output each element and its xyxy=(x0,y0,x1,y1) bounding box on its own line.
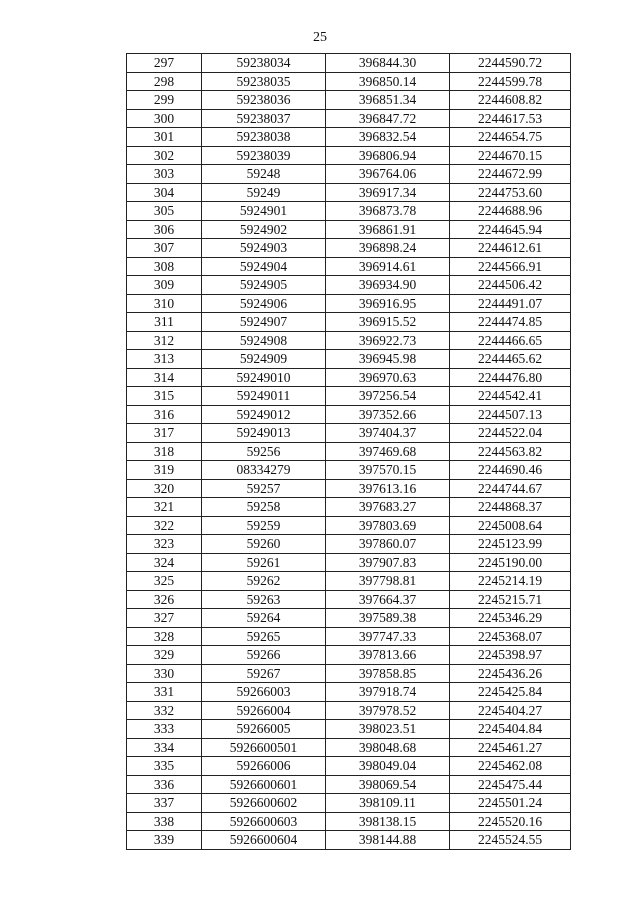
table-row xyxy=(127,535,571,554)
point-number-cell: 326 xyxy=(127,590,202,609)
x-coordinate-cell: 396916.95 xyxy=(326,294,450,313)
x-coordinate-cell: 397683.27 xyxy=(326,498,450,517)
table-row xyxy=(127,54,571,73)
point-number-cell: 306 xyxy=(127,220,202,239)
point-code-cell: 5924904 xyxy=(202,257,326,276)
point-number-cell: 321 xyxy=(127,498,202,517)
y-coordinate-cell: 2245404.27 xyxy=(450,701,571,720)
table-row xyxy=(127,183,571,202)
table-row xyxy=(127,91,571,110)
x-coordinate-cell: 397813.66 xyxy=(326,646,450,665)
x-coordinate-cell: 398049.04 xyxy=(326,757,450,776)
point-code-cell: 59249013 xyxy=(202,424,326,443)
table-row xyxy=(127,276,571,295)
table-row xyxy=(127,812,571,831)
x-coordinate-cell: 396914.61 xyxy=(326,257,450,276)
x-coordinate-cell: 396832.54 xyxy=(326,128,450,147)
point-number-cell: 300 xyxy=(127,109,202,128)
point-number-cell: 323 xyxy=(127,535,202,554)
table-row xyxy=(127,720,571,739)
point-number-cell: 313 xyxy=(127,350,202,369)
y-coordinate-cell: 2245123.99 xyxy=(450,535,571,554)
y-coordinate-cell: 2244506.42 xyxy=(450,276,571,295)
y-coordinate-cell: 2244507.13 xyxy=(450,405,571,424)
y-coordinate-cell: 2244542.41 xyxy=(450,387,571,406)
y-coordinate-cell: 2245436.26 xyxy=(450,664,571,683)
point-number-cell: 338 xyxy=(127,812,202,831)
table-row xyxy=(127,387,571,406)
x-coordinate-cell: 396847.72 xyxy=(326,109,450,128)
point-number-cell: 334 xyxy=(127,738,202,757)
point-code-cell: 59260 xyxy=(202,535,326,554)
y-coordinate-cell: 2245190.00 xyxy=(450,553,571,572)
table-row xyxy=(127,646,571,665)
table-row xyxy=(127,109,571,128)
x-coordinate-cell: 397803.69 xyxy=(326,516,450,535)
point-code-cell: 5924901 xyxy=(202,202,326,221)
table-row xyxy=(127,202,571,221)
x-coordinate-cell: 396970.63 xyxy=(326,368,450,387)
table-row xyxy=(127,757,571,776)
point-number-cell: 298 xyxy=(127,72,202,91)
point-number-cell: 301 xyxy=(127,128,202,147)
table-row xyxy=(127,498,571,517)
point-number-cell: 299 xyxy=(127,91,202,110)
table-row xyxy=(127,701,571,720)
point-number-cell: 339 xyxy=(127,831,202,850)
x-coordinate-cell: 398048.68 xyxy=(326,738,450,757)
table-row xyxy=(127,516,571,535)
y-coordinate-cell: 2244654.75 xyxy=(450,128,571,147)
point-number-cell: 309 xyxy=(127,276,202,295)
point-code-cell: 5924906 xyxy=(202,294,326,313)
point-code-cell: 08334279 xyxy=(202,461,326,480)
point-number-cell: 320 xyxy=(127,479,202,498)
table-row xyxy=(127,479,571,498)
table-row xyxy=(127,572,571,591)
point-number-cell: 297 xyxy=(127,54,202,73)
y-coordinate-cell: 2244672.99 xyxy=(450,165,571,184)
y-coordinate-cell: 2244476.80 xyxy=(450,368,571,387)
point-number-cell: 331 xyxy=(127,683,202,702)
point-code-cell: 59249012 xyxy=(202,405,326,424)
x-coordinate-cell: 396922.73 xyxy=(326,331,450,350)
x-coordinate-cell: 398144.88 xyxy=(326,831,450,850)
point-code-cell: 59238038 xyxy=(202,128,326,147)
point-code-cell: 59261 xyxy=(202,553,326,572)
y-coordinate-cell: 2244670.15 xyxy=(450,146,571,165)
coordinates-table-body xyxy=(127,54,571,850)
x-coordinate-cell: 398109.11 xyxy=(326,794,450,813)
point-number-cell: 311 xyxy=(127,313,202,332)
y-coordinate-cell: 2244466.65 xyxy=(450,331,571,350)
point-code-cell: 59248 xyxy=(202,165,326,184)
table-row xyxy=(127,461,571,480)
point-number-cell: 319 xyxy=(127,461,202,480)
table-row xyxy=(127,442,571,461)
point-code-cell: 59238034 xyxy=(202,54,326,73)
y-coordinate-cell: 2244522.04 xyxy=(450,424,571,443)
point-number-cell: 328 xyxy=(127,627,202,646)
x-coordinate-cell: 396934.90 xyxy=(326,276,450,295)
table-row xyxy=(127,294,571,313)
y-coordinate-cell: 2245214.19 xyxy=(450,572,571,591)
point-number-cell: 324 xyxy=(127,553,202,572)
point-number-cell: 316 xyxy=(127,405,202,424)
table-row xyxy=(127,775,571,794)
point-number-cell: 312 xyxy=(127,331,202,350)
point-number-cell: 335 xyxy=(127,757,202,776)
point-number-cell: 337 xyxy=(127,794,202,813)
y-coordinate-cell: 2244753.60 xyxy=(450,183,571,202)
point-code-cell: 59249 xyxy=(202,183,326,202)
point-number-cell: 329 xyxy=(127,646,202,665)
y-coordinate-cell: 2245462.08 xyxy=(450,757,571,776)
table-row xyxy=(127,627,571,646)
y-coordinate-cell: 2244645.94 xyxy=(450,220,571,239)
x-coordinate-cell: 396917.34 xyxy=(326,183,450,202)
x-coordinate-cell: 397570.15 xyxy=(326,461,450,480)
table-row xyxy=(127,609,571,628)
table-row xyxy=(127,368,571,387)
x-coordinate-cell: 398069.54 xyxy=(326,775,450,794)
x-coordinate-cell: 398138.15 xyxy=(326,812,450,831)
y-coordinate-cell: 2244474.85 xyxy=(450,313,571,332)
point-number-cell: 332 xyxy=(127,701,202,720)
table-row xyxy=(127,146,571,165)
y-coordinate-cell: 2245368.07 xyxy=(450,627,571,646)
point-number-cell: 318 xyxy=(127,442,202,461)
y-coordinate-cell: 2244566.91 xyxy=(450,257,571,276)
point-number-cell: 314 xyxy=(127,368,202,387)
y-coordinate-cell: 2244599.78 xyxy=(450,72,571,91)
coordinates-table xyxy=(126,53,571,850)
x-coordinate-cell: 397747.33 xyxy=(326,627,450,646)
x-coordinate-cell: 398023.51 xyxy=(326,720,450,739)
y-coordinate-cell: 2244612.61 xyxy=(450,239,571,258)
point-code-cell: 59266005 xyxy=(202,720,326,739)
point-code-cell: 5924905 xyxy=(202,276,326,295)
point-code-cell: 59238036 xyxy=(202,91,326,110)
table-row xyxy=(127,590,571,609)
page-number: 25 xyxy=(313,30,327,45)
table-row xyxy=(127,220,571,239)
y-coordinate-cell: 2244563.82 xyxy=(450,442,571,461)
point-code-cell: 59266006 xyxy=(202,757,326,776)
point-code-cell: 5924903 xyxy=(202,239,326,258)
x-coordinate-cell: 396806.94 xyxy=(326,146,450,165)
point-code-cell: 5926600603 xyxy=(202,812,326,831)
x-coordinate-cell: 397860.07 xyxy=(326,535,450,554)
table-row xyxy=(127,553,571,572)
point-number-cell: 307 xyxy=(127,239,202,258)
y-coordinate-cell: 2244590.72 xyxy=(450,54,571,73)
y-coordinate-cell: 2244744.67 xyxy=(450,479,571,498)
table-row xyxy=(127,128,571,147)
x-coordinate-cell: 396764.06 xyxy=(326,165,450,184)
y-coordinate-cell: 2245524.55 xyxy=(450,831,571,850)
point-code-cell: 59257 xyxy=(202,479,326,498)
x-coordinate-cell: 396861.91 xyxy=(326,220,450,239)
y-coordinate-cell: 2245520.16 xyxy=(450,812,571,831)
y-coordinate-cell: 2245215.71 xyxy=(450,590,571,609)
point-number-cell: 330 xyxy=(127,664,202,683)
point-code-cell: 5926600604 xyxy=(202,831,326,850)
y-coordinate-cell: 2245398.97 xyxy=(450,646,571,665)
table-row xyxy=(127,424,571,443)
x-coordinate-cell: 397256.54 xyxy=(326,387,450,406)
point-code-cell: 59266003 xyxy=(202,683,326,702)
x-coordinate-cell: 396945.98 xyxy=(326,350,450,369)
point-code-cell: 59249011 xyxy=(202,387,326,406)
table-row xyxy=(127,72,571,91)
table-row xyxy=(127,794,571,813)
x-coordinate-cell: 397858.85 xyxy=(326,664,450,683)
point-code-cell: 59266004 xyxy=(202,701,326,720)
x-coordinate-cell: 397798.81 xyxy=(326,572,450,591)
point-code-cell: 59264 xyxy=(202,609,326,628)
x-coordinate-cell: 396851.34 xyxy=(326,91,450,110)
y-coordinate-cell: 2244465.62 xyxy=(450,350,571,369)
point-number-cell: 315 xyxy=(127,387,202,406)
point-code-cell: 5924908 xyxy=(202,331,326,350)
point-number-cell: 333 xyxy=(127,720,202,739)
point-code-cell: 59262 xyxy=(202,572,326,591)
y-coordinate-cell: 2245404.84 xyxy=(450,720,571,739)
point-code-cell: 59266 xyxy=(202,646,326,665)
table-row xyxy=(127,331,571,350)
point-code-cell: 5926600601 xyxy=(202,775,326,794)
point-code-cell: 59265 xyxy=(202,627,326,646)
point-number-cell: 305 xyxy=(127,202,202,221)
x-coordinate-cell: 397664.37 xyxy=(326,590,450,609)
y-coordinate-cell: 2244617.53 xyxy=(450,109,571,128)
table-row xyxy=(127,257,571,276)
point-code-cell: 5924909 xyxy=(202,350,326,369)
x-coordinate-cell: 397918.74 xyxy=(326,683,450,702)
x-coordinate-cell: 397352.66 xyxy=(326,405,450,424)
point-code-cell: 59256 xyxy=(202,442,326,461)
point-code-cell: 5926600501 xyxy=(202,738,326,757)
point-code-cell: 59238039 xyxy=(202,146,326,165)
y-coordinate-cell: 2244868.37 xyxy=(450,498,571,517)
point-number-cell: 304 xyxy=(127,183,202,202)
point-code-cell: 59238037 xyxy=(202,109,326,128)
table-row xyxy=(127,350,571,369)
point-code-cell: 5924907 xyxy=(202,313,326,332)
table-row xyxy=(127,239,571,258)
point-number-cell: 325 xyxy=(127,572,202,591)
point-number-cell: 322 xyxy=(127,516,202,535)
point-code-cell: 5924902 xyxy=(202,220,326,239)
point-code-cell: 59267 xyxy=(202,664,326,683)
y-coordinate-cell: 2245475.44 xyxy=(450,775,571,794)
table-row xyxy=(127,738,571,757)
point-number-cell: 310 xyxy=(127,294,202,313)
y-coordinate-cell: 2244491.07 xyxy=(450,294,571,313)
point-number-cell: 317 xyxy=(127,424,202,443)
table-row xyxy=(127,683,571,702)
point-number-cell: 302 xyxy=(127,146,202,165)
x-coordinate-cell: 397589.38 xyxy=(326,609,450,628)
y-coordinate-cell: 2245461.27 xyxy=(450,738,571,757)
table-row xyxy=(127,165,571,184)
x-coordinate-cell: 397613.16 xyxy=(326,479,450,498)
y-coordinate-cell: 2244608.82 xyxy=(450,91,571,110)
point-code-cell: 5926600602 xyxy=(202,794,326,813)
x-coordinate-cell: 396915.52 xyxy=(326,313,450,332)
x-coordinate-cell: 396844.30 xyxy=(326,54,450,73)
x-coordinate-cell: 397404.37 xyxy=(326,424,450,443)
point-code-cell: 59258 xyxy=(202,498,326,517)
table-row xyxy=(127,405,571,424)
table-row xyxy=(127,313,571,332)
y-coordinate-cell: 2245008.64 xyxy=(450,516,571,535)
y-coordinate-cell: 2245501.24 xyxy=(450,794,571,813)
x-coordinate-cell: 396898.24 xyxy=(326,239,450,258)
point-code-cell: 59259 xyxy=(202,516,326,535)
x-coordinate-cell: 396850.14 xyxy=(326,72,450,91)
x-coordinate-cell: 396873.78 xyxy=(326,202,450,221)
point-code-cell: 59249010 xyxy=(202,368,326,387)
y-coordinate-cell: 2244690.46 xyxy=(450,461,571,480)
point-code-cell: 59238035 xyxy=(202,72,326,91)
x-coordinate-cell: 397907.83 xyxy=(326,553,450,572)
x-coordinate-cell: 397469.68 xyxy=(326,442,450,461)
y-coordinate-cell: 2245425.84 xyxy=(450,683,571,702)
point-number-cell: 327 xyxy=(127,609,202,628)
y-coordinate-cell: 2245346.29 xyxy=(450,609,571,628)
x-coordinate-cell: 397978.52 xyxy=(326,701,450,720)
point-number-cell: 303 xyxy=(127,165,202,184)
y-coordinate-cell: 2244688.96 xyxy=(450,202,571,221)
table-row xyxy=(127,664,571,683)
point-code-cell: 59263 xyxy=(202,590,326,609)
point-number-cell: 308 xyxy=(127,257,202,276)
point-number-cell: 336 xyxy=(127,775,202,794)
table-row xyxy=(127,831,571,850)
